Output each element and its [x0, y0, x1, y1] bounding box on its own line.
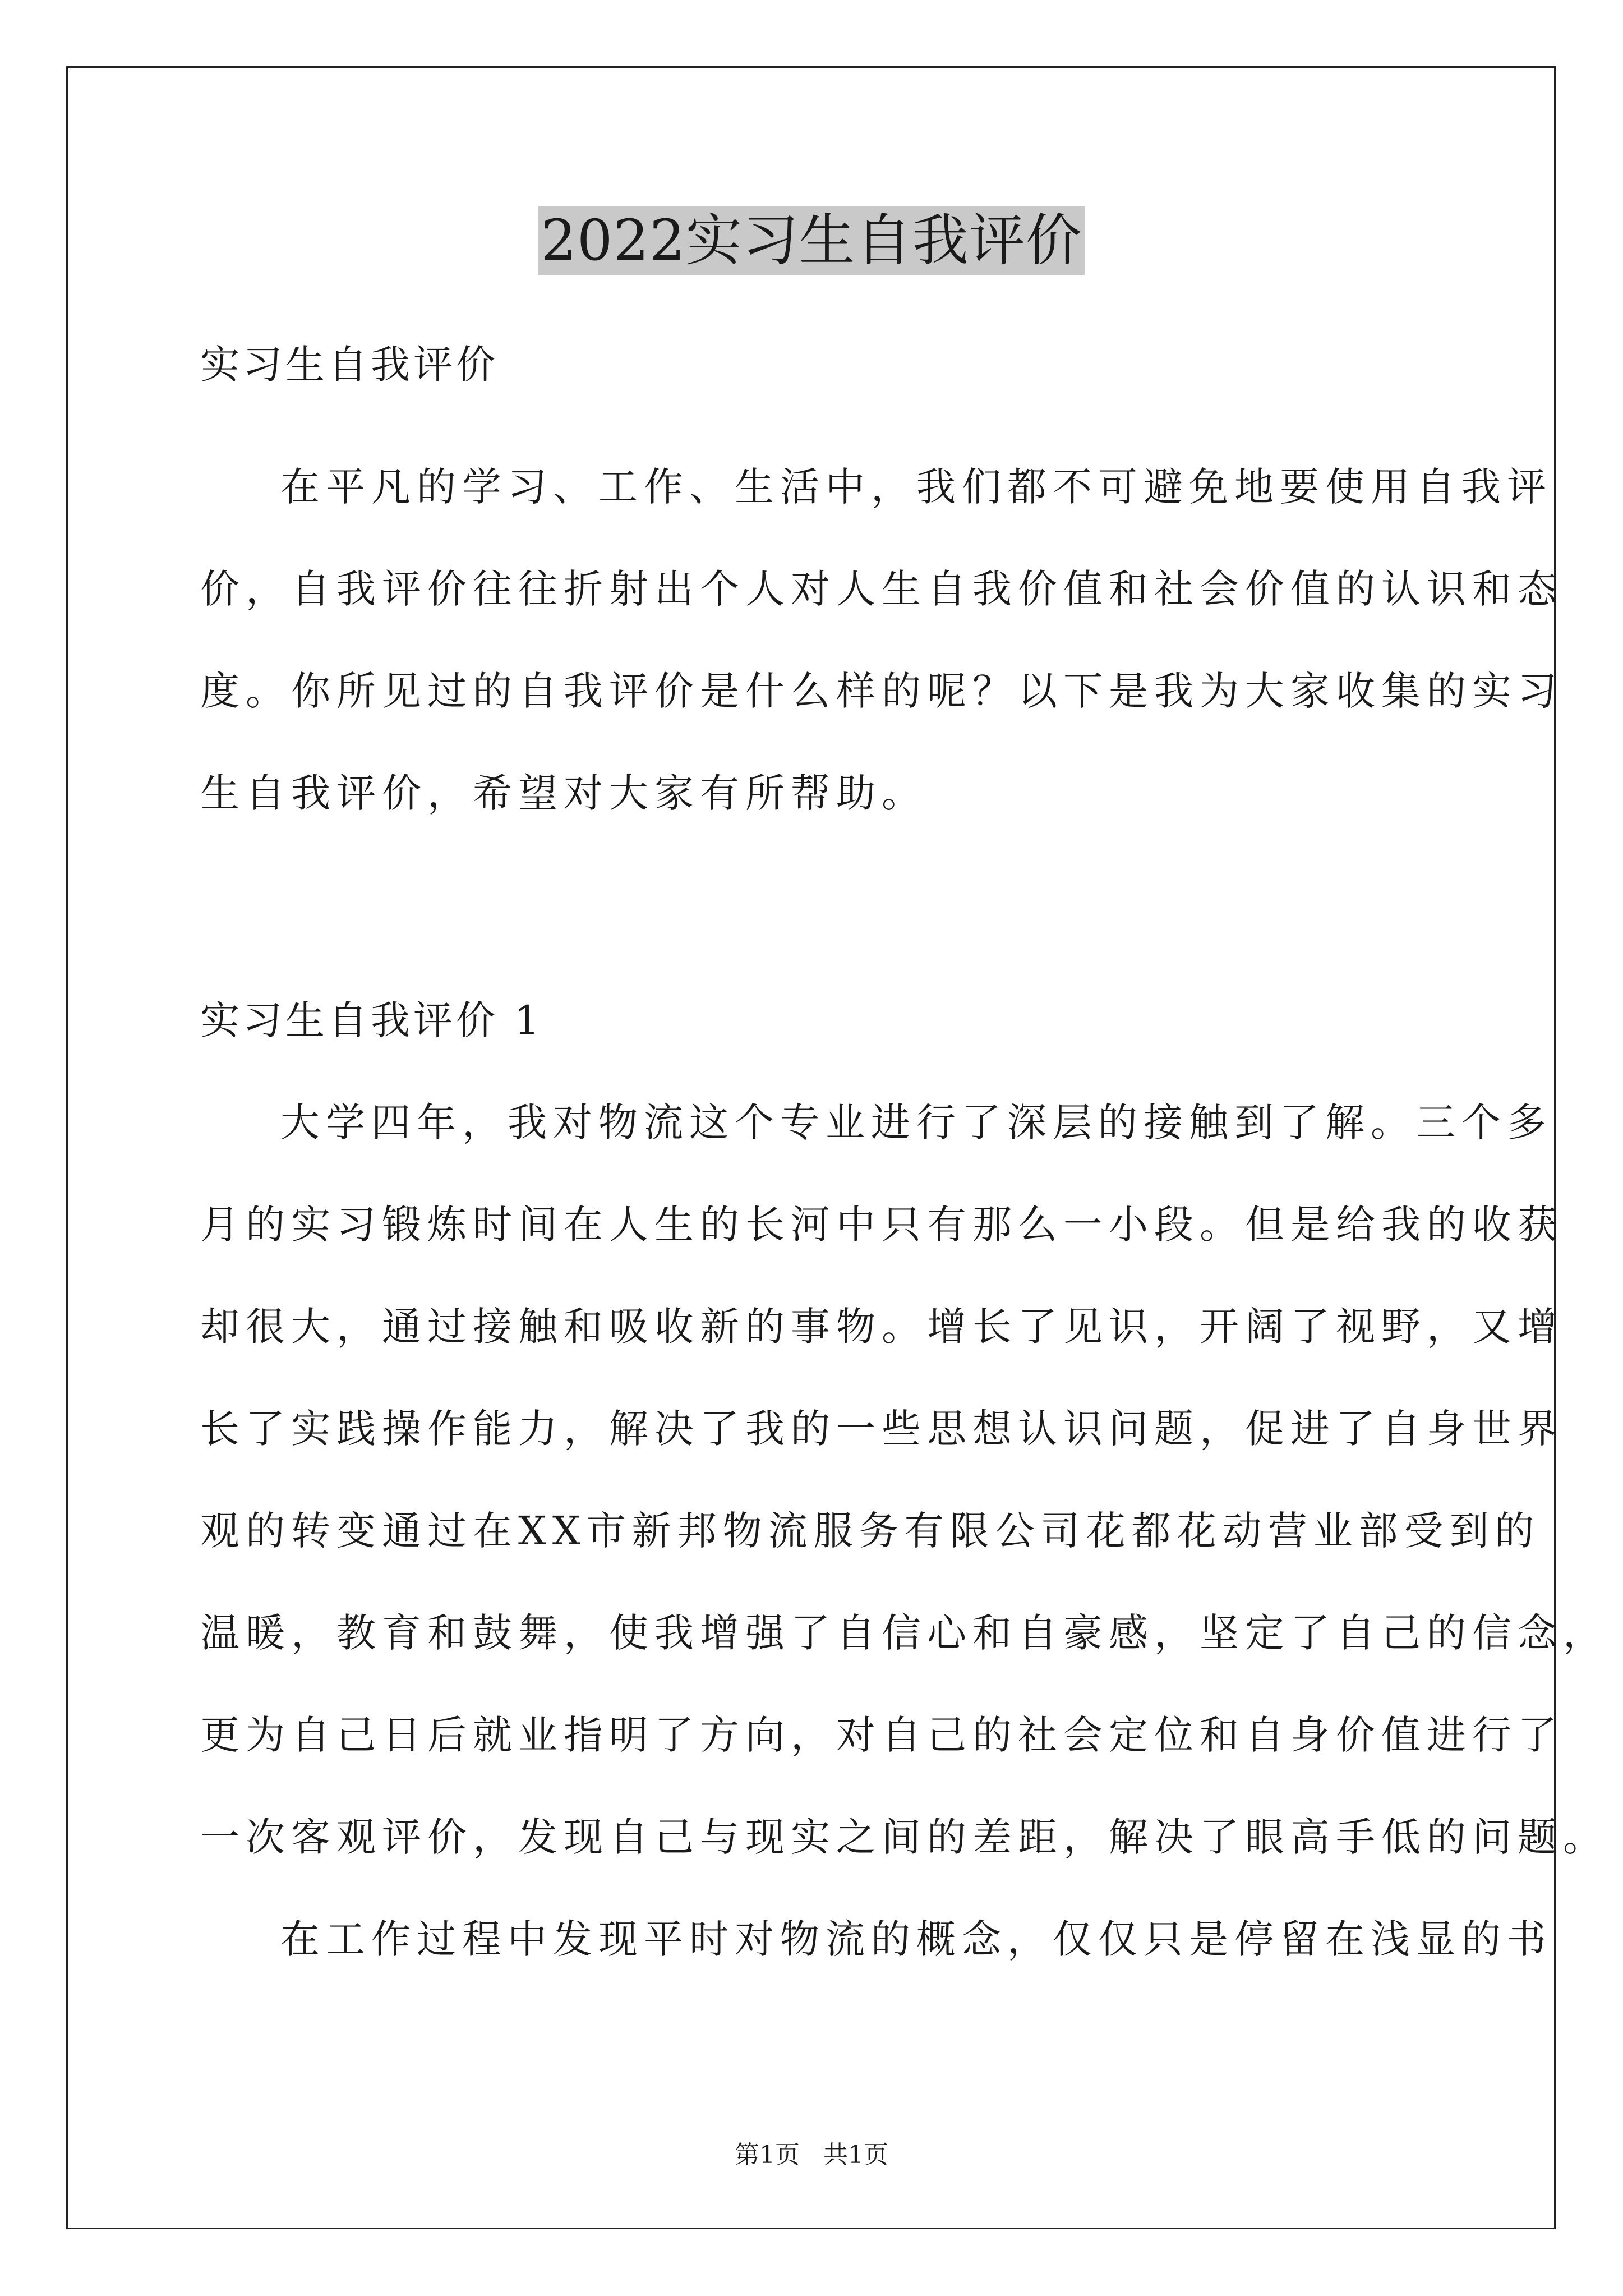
body-line: 长了实践操作能力，解决了我的一些思想认识问题，促进了自身世界 [200, 1406, 1563, 1452]
body-line: 一次客观评价，发现自己与现实之间的差距，解决了眼高手低的问题。 [200, 1814, 1608, 1860]
body-line: 却很大，通过接触和吸收新的事物。增长了见识，开阔了视野，又增 [200, 1304, 1563, 1350]
intro-line: 度。你所见过的自我评价是什么样的呢？以下是我为大家收集的实习 [200, 668, 1563, 714]
body-line: 更为自己日后就业指明了方向，对自己的社会定位和自身价值进行了 [200, 1712, 1563, 1758]
intro-line: 在平凡的学习、工作、生活中，我们都不可避免地要使用自我评 [280, 464, 1552, 510]
document-title: 2022实习生自我评价 [538, 206, 1085, 275]
section-heading: 实习生自我评价 1 [200, 997, 543, 1043]
body-line: 在工作过程中发现平时对物流的概念，仅仅只是停留在浅显的书 [280, 1916, 1552, 1962]
body-line: 大学四年，我对物流这个专业进行了深层的接触到了解。三个多 [280, 1099, 1552, 1145]
subtitle: 实习生自我评价 [200, 342, 499, 388]
body-line: 月的实习锻炼时间在人生的长河中只有那么一小段。但是给我的收获 [200, 1202, 1563, 1248]
intro-line: 生自我评价，希望对大家有所帮助。 [200, 770, 927, 816]
document-title-block [0, 206, 1623, 275]
page-footer: 第1页 共1页 [735, 2141, 888, 2169]
body-line: 观的转变通过在XX市新邦物流服务有限公司花都花动营业部受到的 [200, 1508, 1541, 1554]
intro-line: 价，自我评价往往折射出个人对人生自我价值和社会价值的认识和态 [200, 566, 1563, 612]
body-line: 温暖，教育和鼓舞，使我增强了自信心和自豪感，坚定了自己的信念， [200, 1610, 1608, 1656]
